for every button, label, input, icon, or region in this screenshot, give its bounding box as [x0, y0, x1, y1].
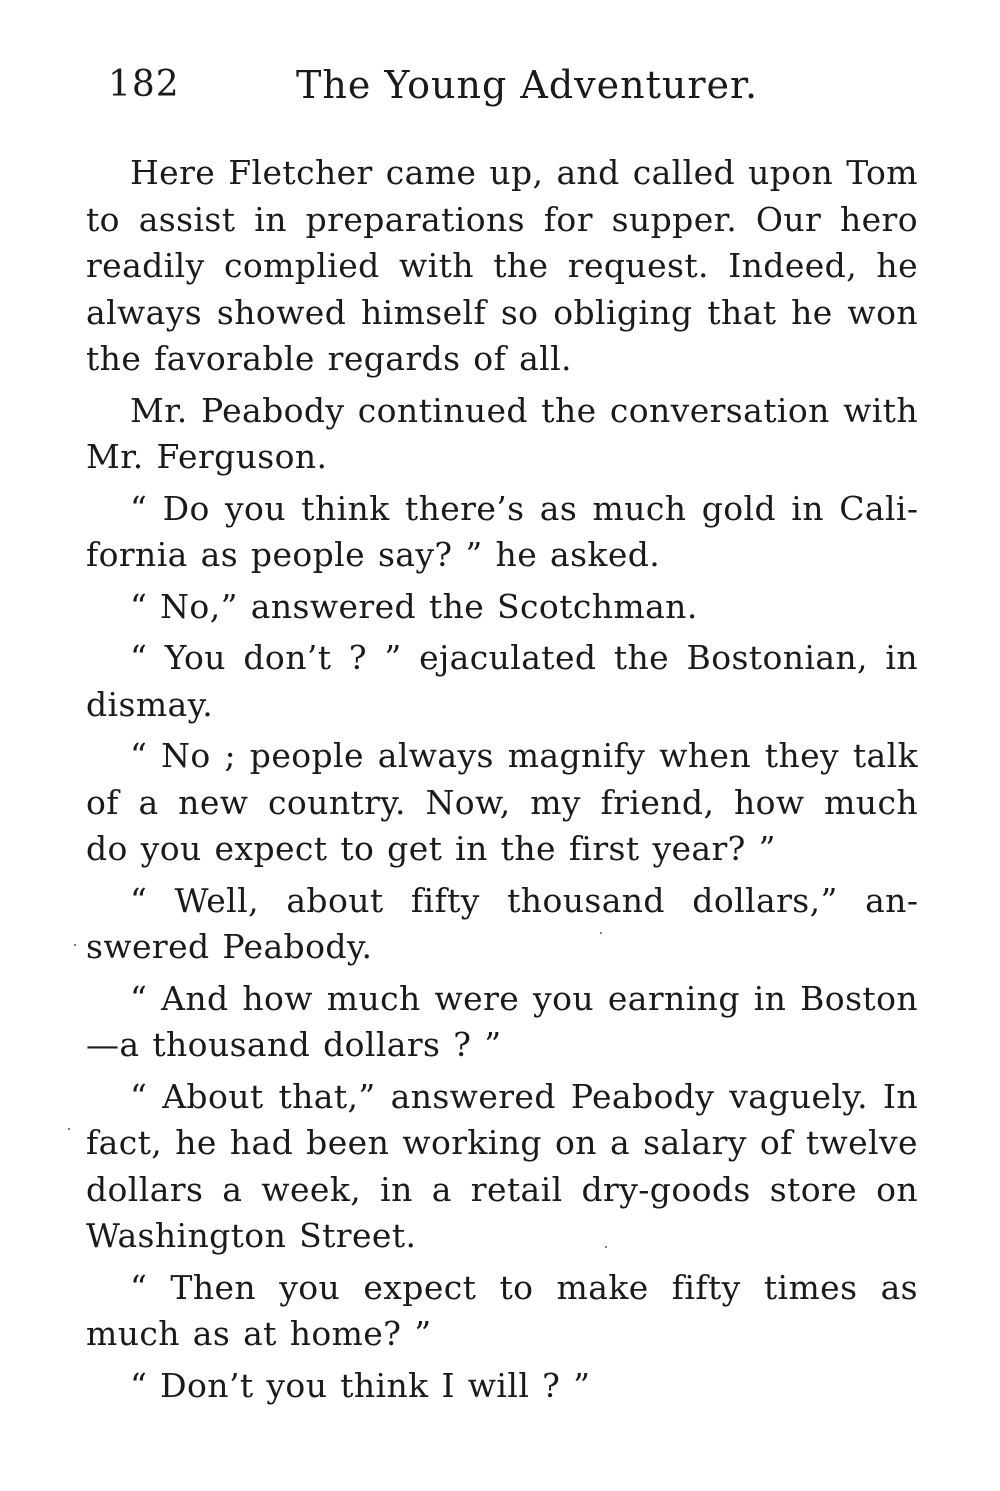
page-number: 182 [108, 64, 180, 105]
scan-speck [74, 944, 76, 946]
paragraph-no-answer: “ No,” answered the Scotchman. [130, 586, 698, 626]
scan-speck [605, 1246, 607, 1248]
paragraph-fletcher: Here Fletcher came up, and called upon Tom to assist in preparations for supper. Our hero readily complied with the request. Indeed, he always showed himself so obliging that he won the favorable regards of all. [86, 153, 918, 378]
paragraph-magnify: “ No ; people always magnify when they talk of a new country. Now, my friend, how much do you expect to get in the first year? ” [86, 736, 918, 868]
body-text [86, 150, 918, 1414]
paragraph-dismay: “ You don’t ? ” ejaculated the Bostonian, in dismay. [86, 638, 918, 724]
paragraph-boston-earning: “ And how much were you earning in Boston—a thousand dollars ? ” [86, 978, 918, 1064]
scan-speck [600, 932, 602, 934]
running-head [108, 62, 868, 122]
scan-speck [68, 1128, 70, 1130]
paragraph-fifty-times: “ Then you expect to make fifty times as much as at home? ” [86, 1267, 918, 1353]
paragraph-gold-question: “ Do you think there’s as much gold in California as people say? ” he asked. [86, 488, 918, 574]
paragraph-salary: “ About that,” answered Peabody vaguely. In fact, he had been working on a salary of twelve dollars a week, in a retail dry-goods store on Washington Street. [86, 1076, 918, 1255]
paragraph-dont-you-think: “ Don’t you think I will ? ” [130, 1365, 591, 1405]
paragraph-fifty-thousand: “ Well, about fifty thousand dollars,” answered Peabody. [86, 880, 918, 966]
running-title: The Young Adventurer. [296, 63, 759, 107]
paragraph-peabody-continued: Mr. Peabody continued the conversation with Mr. Ferguson. [86, 390, 918, 476]
